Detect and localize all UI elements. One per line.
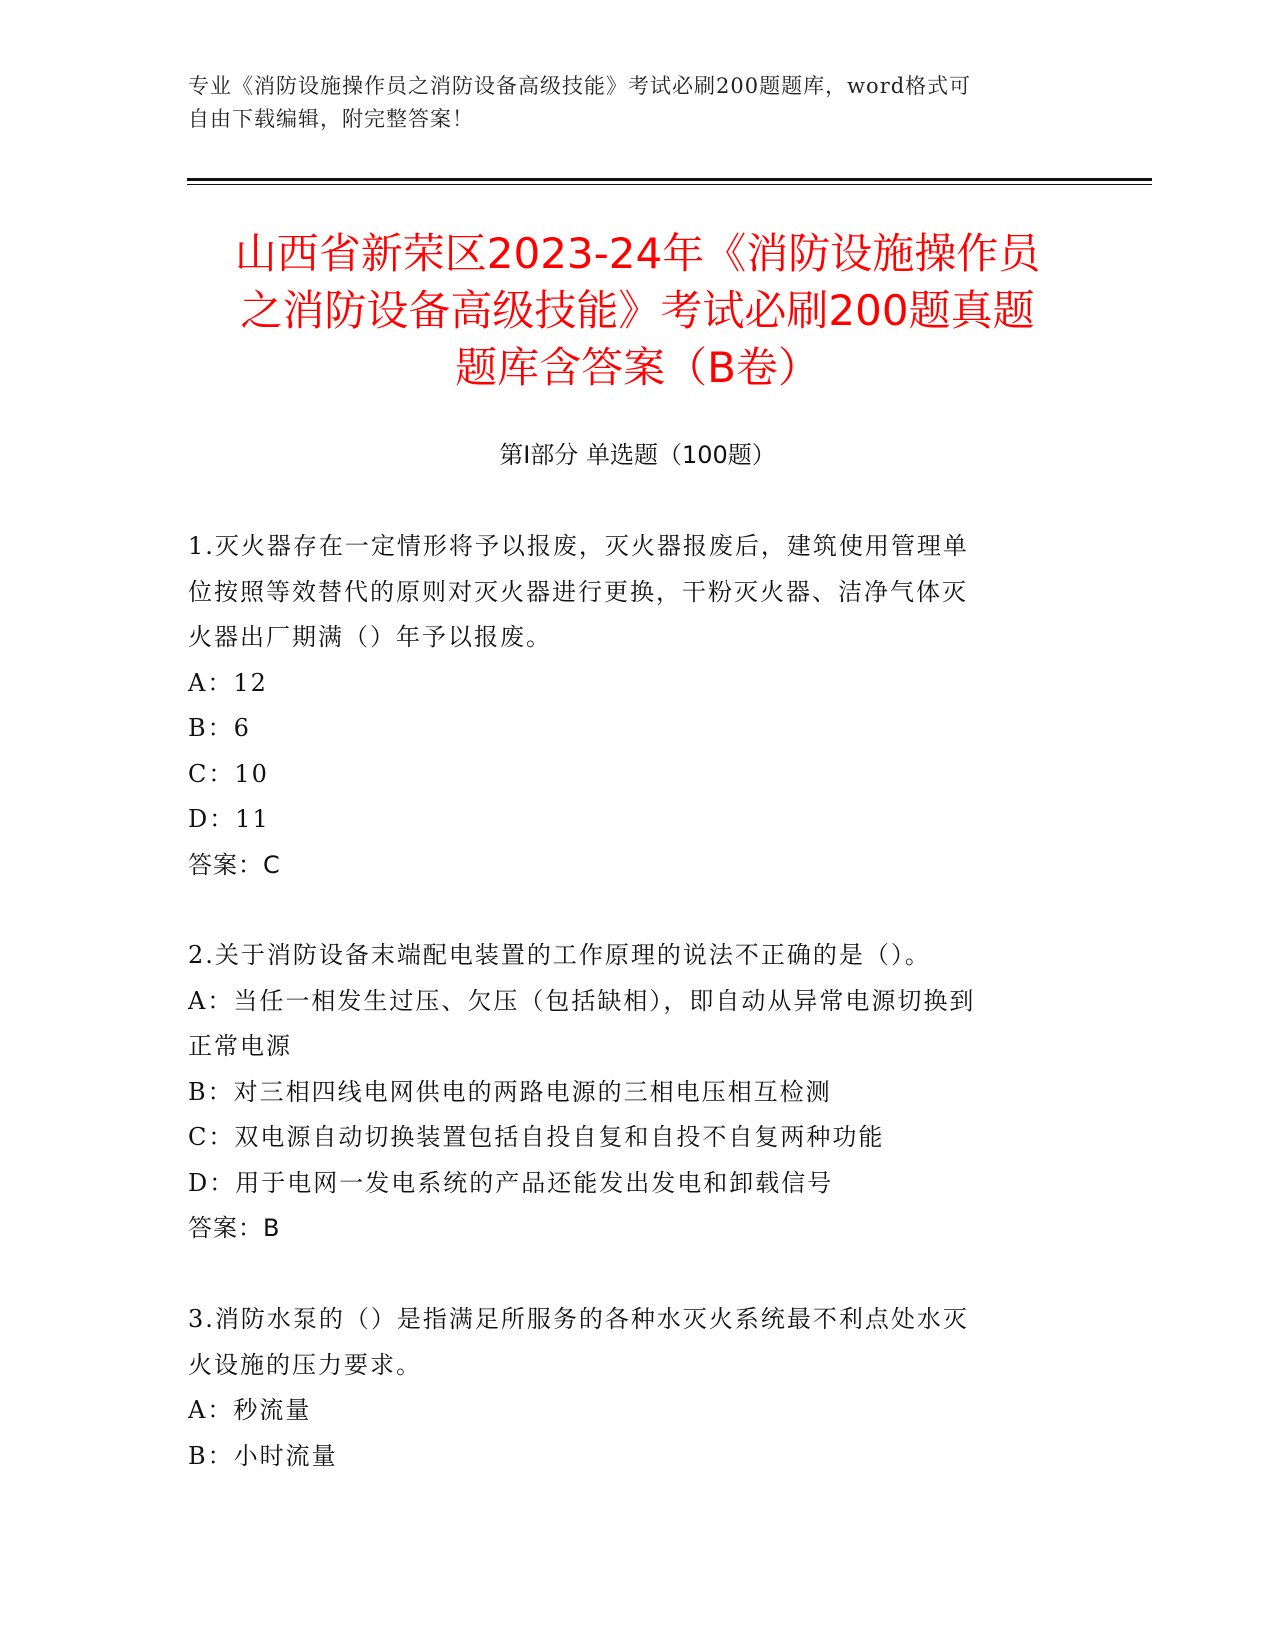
document-title [150,225,1125,396]
option-d: D：用于电网一发电系统的产品还能发出发电和卸载信号 [188,1168,834,1197]
option-b: B：对三相四线电网供电的两路电源的三相电压相互检测 [188,1077,832,1106]
question-text: 火设施的压力要求。 [188,1350,422,1379]
title-line: 之消防设备高级技能》考试必刷200题真题 [240,286,1035,335]
header-note-line: 自由下载编辑，附完整答案！ [188,107,474,131]
header-note-line: 专业《消防设施操作员之消防设备高级技能》考试必刷200题题库，word格式可 [188,74,972,98]
option-a: A：秒流量 [188,1396,312,1424]
option-d: D：11 [188,805,270,833]
header-divider-thick [187,178,1152,181]
option-a-continued: 正常电源 [188,1032,292,1060]
option-a: A：12 [188,668,268,697]
header-note [188,70,1088,136]
option-b: B：小时流量 [188,1441,338,1470]
title-line: 山西省新荣区2023-24年《消防设施操作员 [234,229,1041,278]
question-text: 火器出厂期满（）年予以报废。 [188,623,552,651]
option-b: B：6 [188,714,251,742]
answer-line: 答案：B [188,1214,281,1242]
question-block [188,1297,1088,1479]
option-a: A：当任一相发生过压、欠压（包括缺相），即自动从异常电源切换到 [188,986,976,1015]
title-line: 题库含答案（B卷） [455,343,820,392]
section-title: 第Ⅰ部分 单选题（100题） [499,441,776,469]
question-text: 1.灭火器存在一定情形将予以报废，灭火器报废后，建筑使用管理单 [188,532,969,560]
question-text: 2.关于消防设备末端配电装置的工作原理的说法不正确的是（）。 [188,941,931,969]
answer-line: 答案：C [188,850,281,879]
option-c: C：双电源自动切换装置包括自投自复和自投不自复两种功能 [188,1123,885,1151]
header-divider-thin [187,184,1152,185]
question-text: 位按照等效替代的原则对灭火器进行更换，干粉灭火器、洁净气体灭 [188,577,968,606]
question-block [188,524,1088,888]
option-c: C：10 [188,759,269,788]
question-text: 3.消防水泵的（）是指满足所服务的各种水灭火系统最不利点处水灭 [188,1305,969,1333]
question-block [188,933,1088,1252]
